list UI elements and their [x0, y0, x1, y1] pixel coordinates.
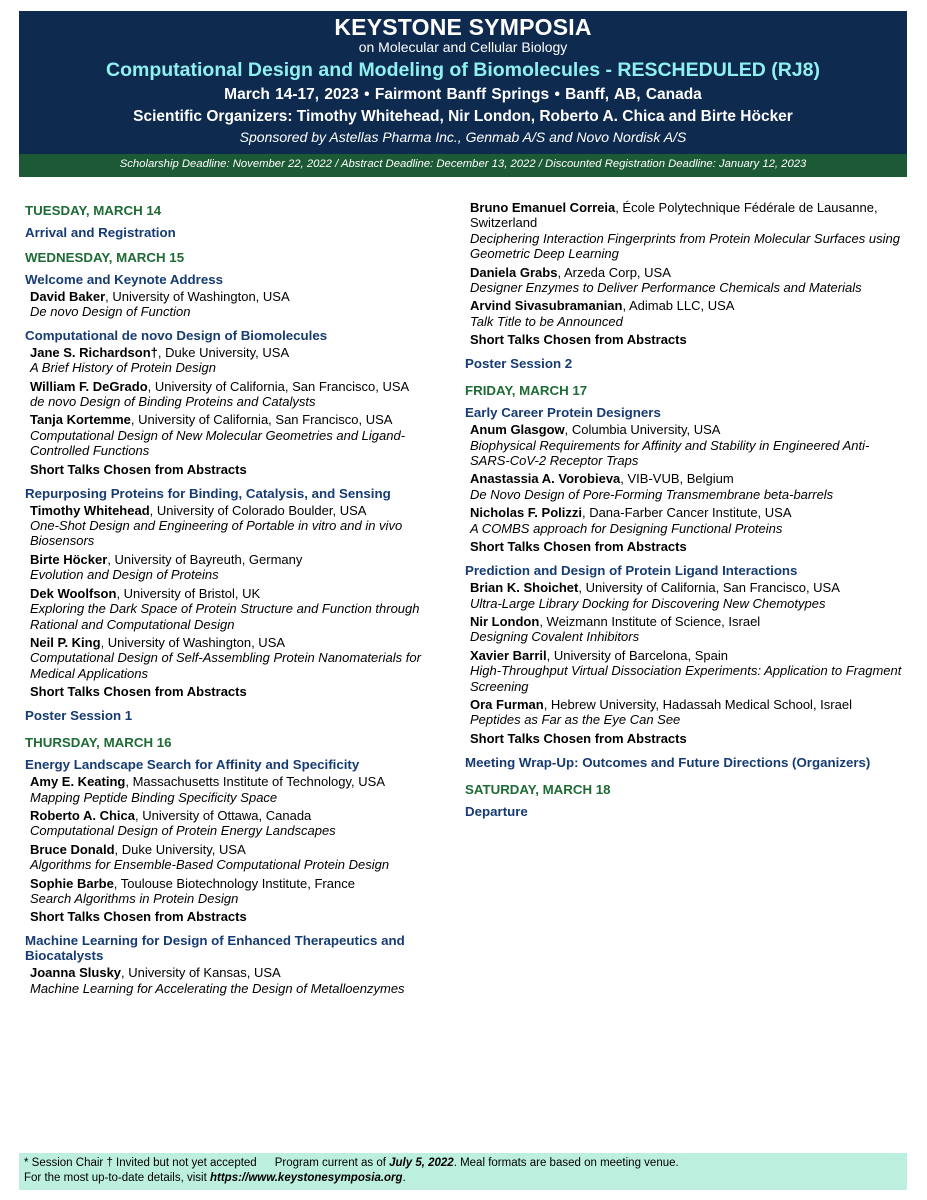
speaker-affiliation: , University of California, San Francisco, USA [578, 580, 840, 596]
talk-title: Ultra-Large Library Docking for Discovering New Chemotypes [470, 595, 826, 611]
program-current-date: July 5, 2022 [389, 1157, 454, 1169]
talk [470, 580, 905, 611]
talk [30, 635, 455, 681]
talk-title: Mapping Peptide Binding Specificity Space [30, 789, 278, 805]
talk [470, 471, 905, 502]
talk-title: Peptides as Far as the Eye Can See [470, 712, 681, 728]
talk-title: Designer Enzymes to Deliver Performance Chemicals and Materials [470, 280, 862, 296]
speaker-affiliation: , École Polytechnique Fédérale de Lausanne, Switzerland [470, 200, 878, 231]
speaker-affiliation: , Duke University, USA [157, 344, 290, 360]
session-block [465, 563, 905, 747]
talk-title: Exploring the Dark Space of Protein Structure and Function through Rational and Computational Design [30, 601, 420, 632]
organization-subtitle: on Molecular and Cellular Biology [358, 39, 568, 55]
talk-title: Search Algorithms in Protein Design [30, 890, 239, 906]
session-title: Arrival and Registration [25, 225, 176, 240]
footer-details-suffix: . [402, 1172, 406, 1184]
talk-title: De Novo Design of Pore-Forming Transmembrane beta-barrels [470, 486, 834, 502]
speaker-name: Anastassia A. Vorobieva [470, 471, 621, 487]
speaker-affiliation: , VIB-VUB, Belgium [620, 471, 734, 487]
talk-title: Computational Design of Self-Assembling Protein Nanomaterials for Medical Applications [30, 650, 421, 681]
talk-title: One-Shot Design and Engineering of Portable in vitro and in vivo Biosensors [30, 518, 403, 549]
session-title: Computational de novo Design of Biomolecules [25, 327, 328, 343]
session-title: Energy Landscape Search for Affinity and Specificity [25, 757, 360, 773]
speaker-affiliation: , Hebrew University, Hadassah Medical School, Israel [543, 696, 852, 712]
talk [30, 379, 455, 410]
speaker-affiliation: , Massachusetts Institute of Technology, USA [125, 774, 386, 790]
deadlines-bar: Scholarship Deadline: November 22, 2022 / Abstract Deadline: December 13, 2022 / Discounted Registration Deadline: January 12, 2023 [19, 154, 907, 177]
day-heading: WEDNESDAY, MARCH 15 [25, 250, 185, 265]
speaker-affiliation: , University of Colorado Boulder, USA [149, 502, 367, 518]
session-title: Machine Learning for Design of Enhanced Therapeutics and Biocatalysts [25, 933, 405, 964]
talk-title: High-Throughput Virtual Dissociation Experiments: Application to Fragment Screening [470, 663, 902, 694]
speaker-affiliation: , Weizmann Institute of Science, Israel [539, 613, 761, 629]
speaker-affiliation: , University of Ottawa, Canada [134, 807, 312, 823]
footer-legend: * Session Chair † Invited but not yet accepted [24, 1157, 257, 1169]
talk [470, 505, 905, 536]
footer-line-2 [24, 1171, 907, 1186]
speaker-name: Nir London [470, 613, 540, 629]
dagger-mark: † [150, 344, 158, 360]
speaker-name: Sophie Barbe [30, 875, 114, 891]
poster-session: Poster Session 2 [465, 356, 573, 372]
website-link[interactable]: https://www.keystonesymposia.org [210, 1172, 403, 1184]
talk [30, 345, 455, 376]
short-talks: Short Talks Chosen from Abstracts [30, 909, 247, 925]
speaker-affiliation: , University of Kansas, USA [121, 965, 281, 981]
meeting-title: Computational Design and Modeling of Biomolecules - RESCHEDULED (RJ8) [106, 59, 820, 81]
talk-title: De novo Design of Function [30, 304, 191, 320]
talk [470, 298, 905, 329]
short-talks: Short Talks Chosen from Abstracts [30, 684, 247, 700]
speaker-name: Brian K. Shoichet [470, 580, 579, 596]
day-heading: THURSDAY, MARCH 16 [25, 735, 172, 751]
session-title: Repurposing Proteins for Binding, Catalysis, and Sensing [25, 485, 391, 501]
session-title: Welcome and Keynote Address [25, 272, 224, 287]
session-block [25, 933, 455, 996]
speaker-affiliation: , Arzeda Corp, USA [557, 264, 671, 280]
footer-details-prefix: For the most up-to-date details, visit [24, 1172, 210, 1184]
talk-title: A Brief History of Protein Design [30, 360, 216, 376]
program-footer [19, 1153, 907, 1190]
talk [30, 503, 455, 549]
speaker-name: Jane S. Richardson [30, 344, 151, 360]
talk [470, 422, 905, 468]
speaker-name: Ora Furman [470, 696, 544, 712]
speaker-name: Timothy Whitehead [30, 502, 150, 518]
talk [30, 808, 455, 839]
talk [30, 552, 455, 583]
speaker-name: Anum Glasgow [470, 422, 565, 438]
speaker-name: Roberto A. Chica [30, 807, 135, 823]
session-title: Prediction and Design of Protein Ligand Interactions [465, 563, 798, 579]
talk-title: Designing Covalent Inhibitors [470, 629, 640, 645]
speaker-affiliation: , University of California, San Francisco, USA [147, 378, 410, 394]
talk [30, 965, 455, 996]
talk [30, 586, 455, 632]
session-title: Departure [465, 803, 528, 819]
talk-title: Evolution and Design of Proteins [30, 567, 219, 583]
wrap-up-session: Meeting Wrap-Up: Outcomes and Future Directions (Organizers) [465, 754, 871, 770]
session-title: Early Career Protein Designers [465, 405, 661, 421]
session-block [25, 328, 455, 478]
short-talks: Short Talks Chosen from Abstracts [470, 332, 687, 348]
program-header [19, 11, 907, 154]
speaker-name: Joanna Slusky [30, 965, 122, 981]
footer-current-prefix: Program current as of [274, 1157, 390, 1169]
talk [470, 697, 905, 728]
talk-title: Machine Learning for Accelerating the Design of Metalloenzymes [30, 980, 405, 996]
speaker-affiliation: , University of California, San Francisco, USA [130, 412, 393, 428]
program-left-column [25, 200, 455, 1004]
footer-line-1 [24, 1156, 907, 1171]
talk-title: Biophysical Requirements for Affinity and Stability in Engineered Anti-SARS-CoV-2 Receptor Traps [470, 437, 870, 469]
talk-title: Algorithms for Ensemble-Based Computational Protein Design [30, 857, 390, 873]
day-heading: FRIDAY, MARCH 17 [465, 383, 588, 399]
speaker-name: Bruce Donald [30, 841, 115, 857]
session-block [25, 272, 455, 320]
speaker-name: William F. DeGrado [30, 378, 148, 394]
speaker-affiliation: , Dana-Farber Cancer Institute, USA [581, 505, 792, 521]
talk [470, 265, 905, 296]
speaker-name: Birte Höcker [30, 551, 108, 567]
speaker-affiliation: , Toulouse Biotechnology Institute, France [113, 875, 355, 891]
speaker-affiliation: , University of Bristol, UK [116, 585, 261, 601]
speaker-name: Amy E. Keating [30, 774, 126, 790]
session-block [465, 405, 905, 555]
speaker-affiliation: , Columbia University, USA [564, 422, 721, 438]
speaker-name: Nicholas F. Polizzi [470, 505, 582, 521]
speaker-name: Neil P. King [30, 634, 101, 650]
footer-current-suffix: . Meal formats are based on meeting venue. [453, 1157, 679, 1169]
speaker-affiliation: , University of Bayreuth, Germany [107, 551, 303, 567]
talk [30, 774, 455, 805]
talk-title: Deciphering Interaction Fingerprints from Protein Molecular Surfaces using Geometric Deep Learning [470, 230, 900, 262]
short-talks: Short Talks Chosen from Abstracts [470, 730, 687, 746]
talk [30, 412, 455, 458]
talk-title: Computational Design of New Molecular Geometries and Ligand-Controlled Functions [30, 427, 406, 459]
speaker-name: Daniela Grabs [470, 264, 558, 280]
speaker-affiliation: , Duke University, USA [114, 841, 246, 857]
speaker-name: David Baker [30, 289, 106, 304]
talk-title: Talk Title to be Announced [470, 313, 623, 329]
talk-title: Computational Design of Protein Energy Landscapes [30, 823, 336, 839]
talk [470, 200, 905, 262]
talk-title: A COMBS approach for Designing Functional Proteins [470, 520, 783, 536]
session-block [25, 757, 455, 925]
session-block [465, 200, 905, 348]
speaker-affiliation: , University of Barcelona, Spain [546, 647, 728, 663]
talk [30, 842, 455, 873]
speaker-affiliation: , Adimab LLC, USA [622, 298, 735, 314]
talk-title: de novo Design of Binding Proteins and Catalysts [30, 394, 316, 410]
speaker-affiliation: , University of Washington, USA [105, 289, 290, 304]
poster-session: Poster Session 1 [25, 708, 133, 724]
talk [470, 648, 905, 694]
talk [30, 289, 455, 320]
short-talks: Short Talks Chosen from Abstracts [470, 539, 687, 555]
speaker-name: Tanja Kortemme [30, 412, 131, 428]
speaker-name: Arvind Sivasubramanian [470, 298, 623, 314]
speaker-name: Xavier Barril [470, 647, 547, 663]
sponsors: Sponsored by Astellas Pharma Inc., Genmab A/S and Novo Nordisk A/S [239, 129, 687, 145]
program-right-column [465, 200, 905, 821]
session-block [25, 486, 455, 700]
talk [470, 614, 905, 645]
speaker-affiliation: , University of Washington, USA [100, 634, 286, 650]
organization-name: KEYSTONE SYMPOSIA [334, 14, 592, 40]
speaker-name: Bruno Emanuel Correia [470, 200, 616, 215]
dates-venue: March 14-17, 2023 • Fairmont Banff Springs • Banff, AB, Canada [224, 86, 702, 103]
speaker-name: Dek Woolfson [30, 585, 117, 601]
day-heading: SATURDAY, MARCH 18 [465, 781, 611, 797]
talk [30, 876, 455, 907]
day-heading: TUESDAY, MARCH 14 [25, 203, 162, 218]
scientific-organizers: Scientific Organizers: Timothy Whitehead, Nir London, Roberto A. Chica and Birte Höcker [133, 108, 793, 125]
short-talks: Short Talks Chosen from Abstracts [30, 461, 247, 477]
